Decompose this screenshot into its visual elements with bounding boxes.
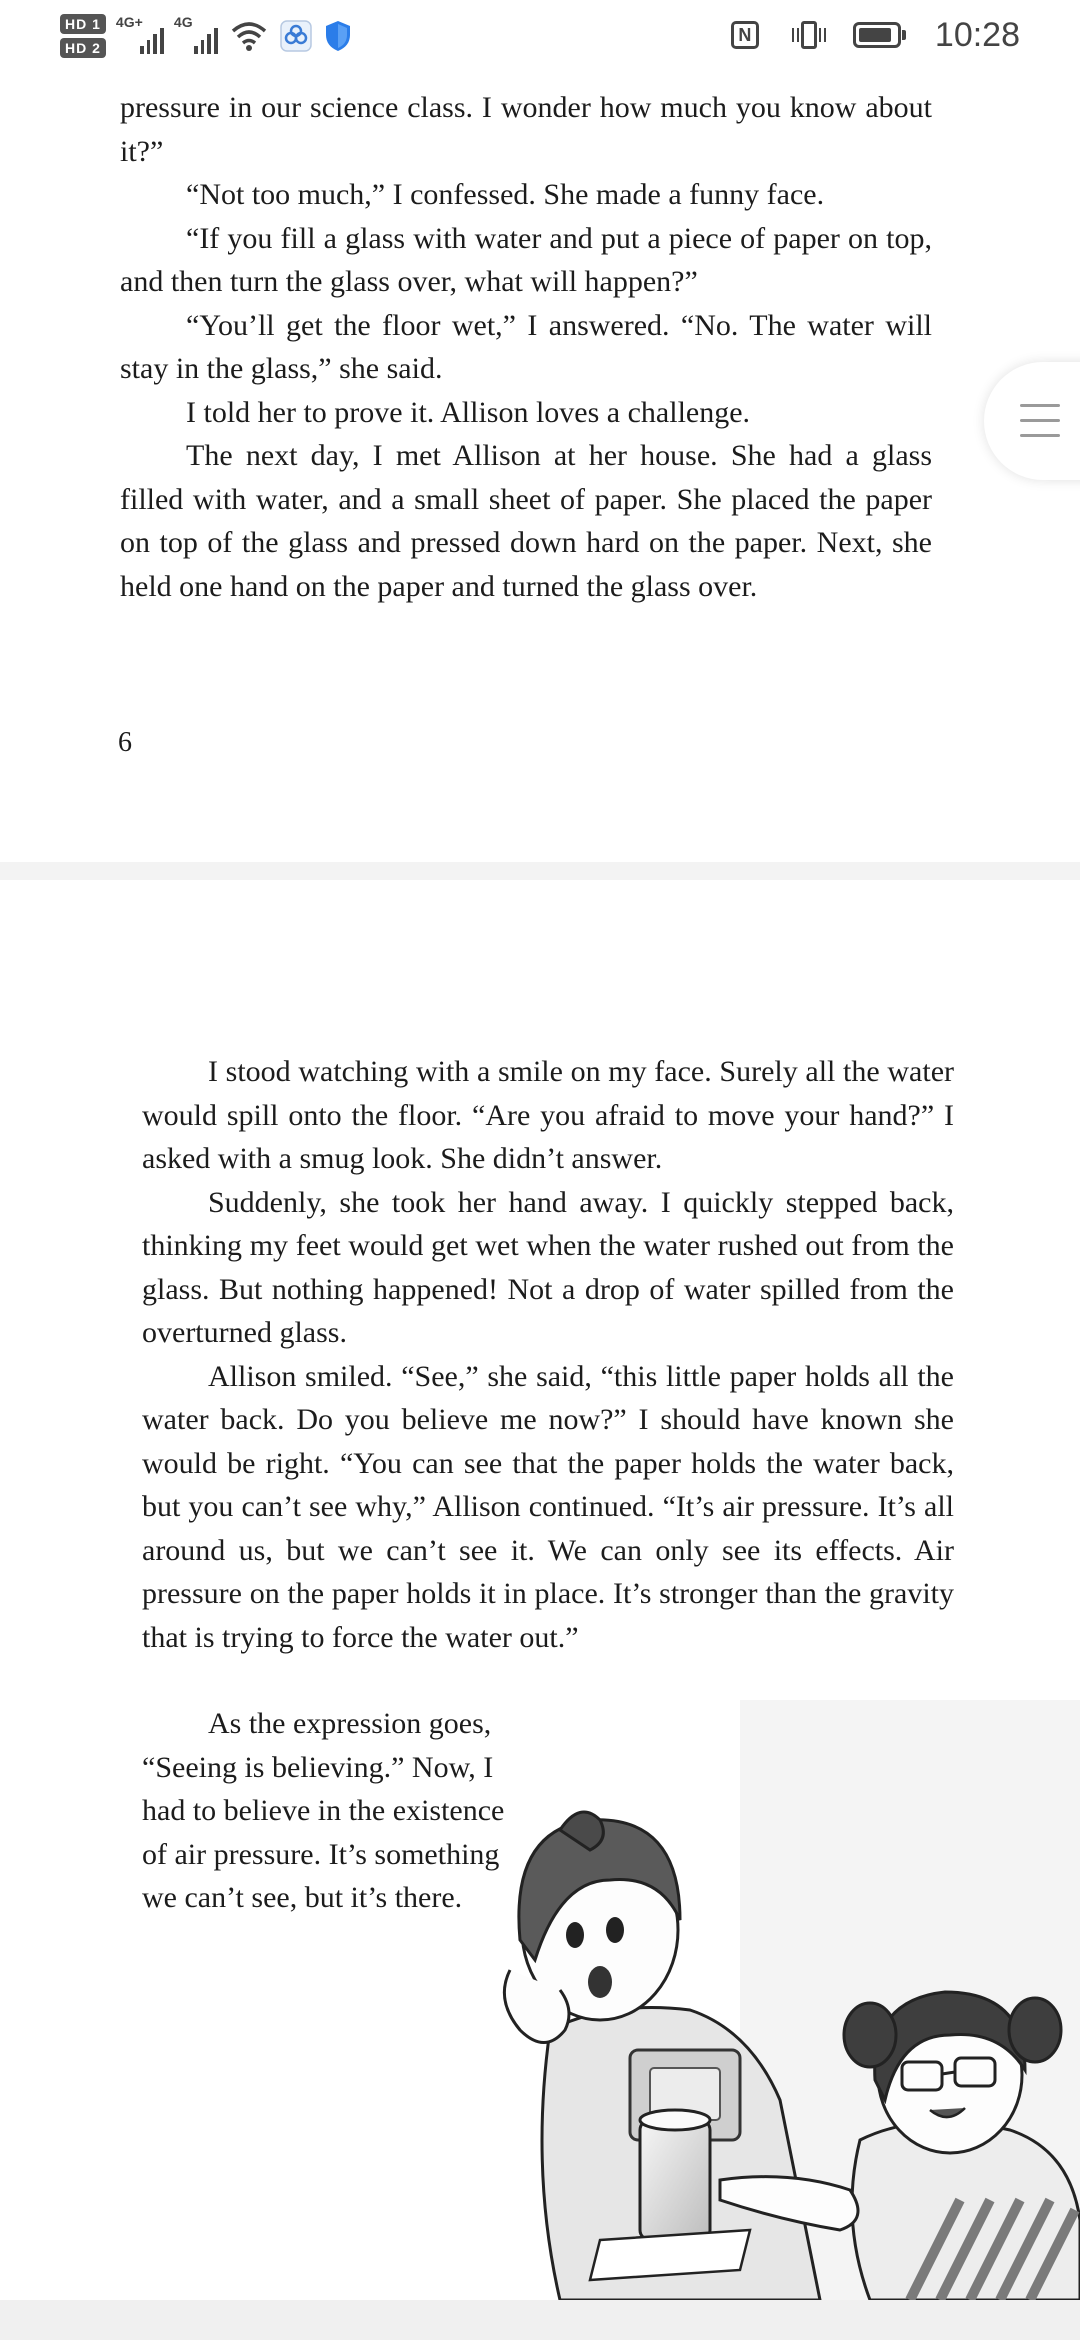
status-bar-left	[60, 8, 352, 64]
menu-icon	[1020, 419, 1060, 422]
signal-icon	[115, 14, 164, 54]
paragraph: “You’ll get the floor wet,” I answered. “No. The water will stay in the glass,” she said.	[120, 308, 932, 385]
battery-fill	[859, 28, 891, 42]
vibrate-icon	[801, 21, 817, 49]
paragraph: The next day, I met Allison at her house. She had a glass filled with water, and a small sheet of paper. She placed the paper on top of the glass and pressed down hard on the paper. Next, she held one hand on the paper and turned the glass over.	[120, 439, 932, 603]
wifi-icon	[230, 20, 268, 52]
menu-icon	[1020, 434, 1060, 437]
network-label-1: 4G+	[115, 14, 143, 30]
hd-badge-2: HD 2	[60, 38, 106, 58]
menu-icon	[1020, 404, 1060, 407]
hd-badge-1: HD 1	[60, 14, 106, 34]
page-2-text	[142, 1050, 954, 1659]
signal-icon-2	[173, 14, 218, 54]
page-2-side-text	[142, 1702, 532, 1920]
vpn-icon	[280, 20, 312, 52]
paragraph: “Not too much,” I confessed. She made a funny face.	[186, 178, 825, 211]
shield-icon	[324, 20, 352, 52]
paragraph: As the expression goes, “Seeing is believing.” Now, I had to believe in the existence of air pressure. It’s something we can’t see, but it’s there.	[142, 1707, 505, 1914]
battery-icon	[853, 22, 901, 48]
illustration-girls-with-glass	[490, 1700, 1080, 2300]
page-number: 6	[118, 727, 132, 758]
paragraph: I stood watching with a smile on my face. Surely all the water would spill onto the floor. “Are you afraid to move your hand?” I asked with a smug look. She didn’t answer.	[142, 1055, 954, 1175]
page-gap	[0, 2300, 1080, 2340]
book-page-1[interactable]	[0, 0, 1080, 862]
book-page-2[interactable]	[0, 880, 1080, 2300]
paragraph: Allison smiled. “See,” she said, “this little paper holds all the water back. Do you believe me now?” I should have known she would be right. “You can see that the paper holds the water back, but you can’t see why,” Allison continued. “It’s air pressure. It’s all around us, but we can’t see it. We can only see its effects. Air pressure on the paper holds it in place. It’s stronger than the gravity that is trying to force the water out.”	[142, 1359, 954, 1654]
paragraph: Suddenly, she took her hand away. I quickly stepped back, thinking my feet would get wet when the water rushed out from the glass. But nothing happened! Not a drop of water spilled from the overturned glass.	[142, 1185, 954, 1349]
network-label-2: 4G	[173, 14, 193, 30]
paragraph: “If you fill a glass with water and put a piece of paper on top, and then turn the glass over, what will happen?”	[120, 221, 932, 298]
paragraph: I told her to prove it. Allison loves a challenge.	[186, 395, 751, 429]
status-bar-right	[731, 10, 1020, 60]
status-bar	[0, 0, 1080, 70]
paragraph: pressure in our science class. I wonder how much you know about it?”	[120, 91, 932, 168]
status-time: 10:28	[934, 15, 1020, 54]
page-1-text	[120, 86, 932, 608]
nfc-icon: N	[731, 21, 759, 49]
hd-badges	[60, 14, 106, 58]
